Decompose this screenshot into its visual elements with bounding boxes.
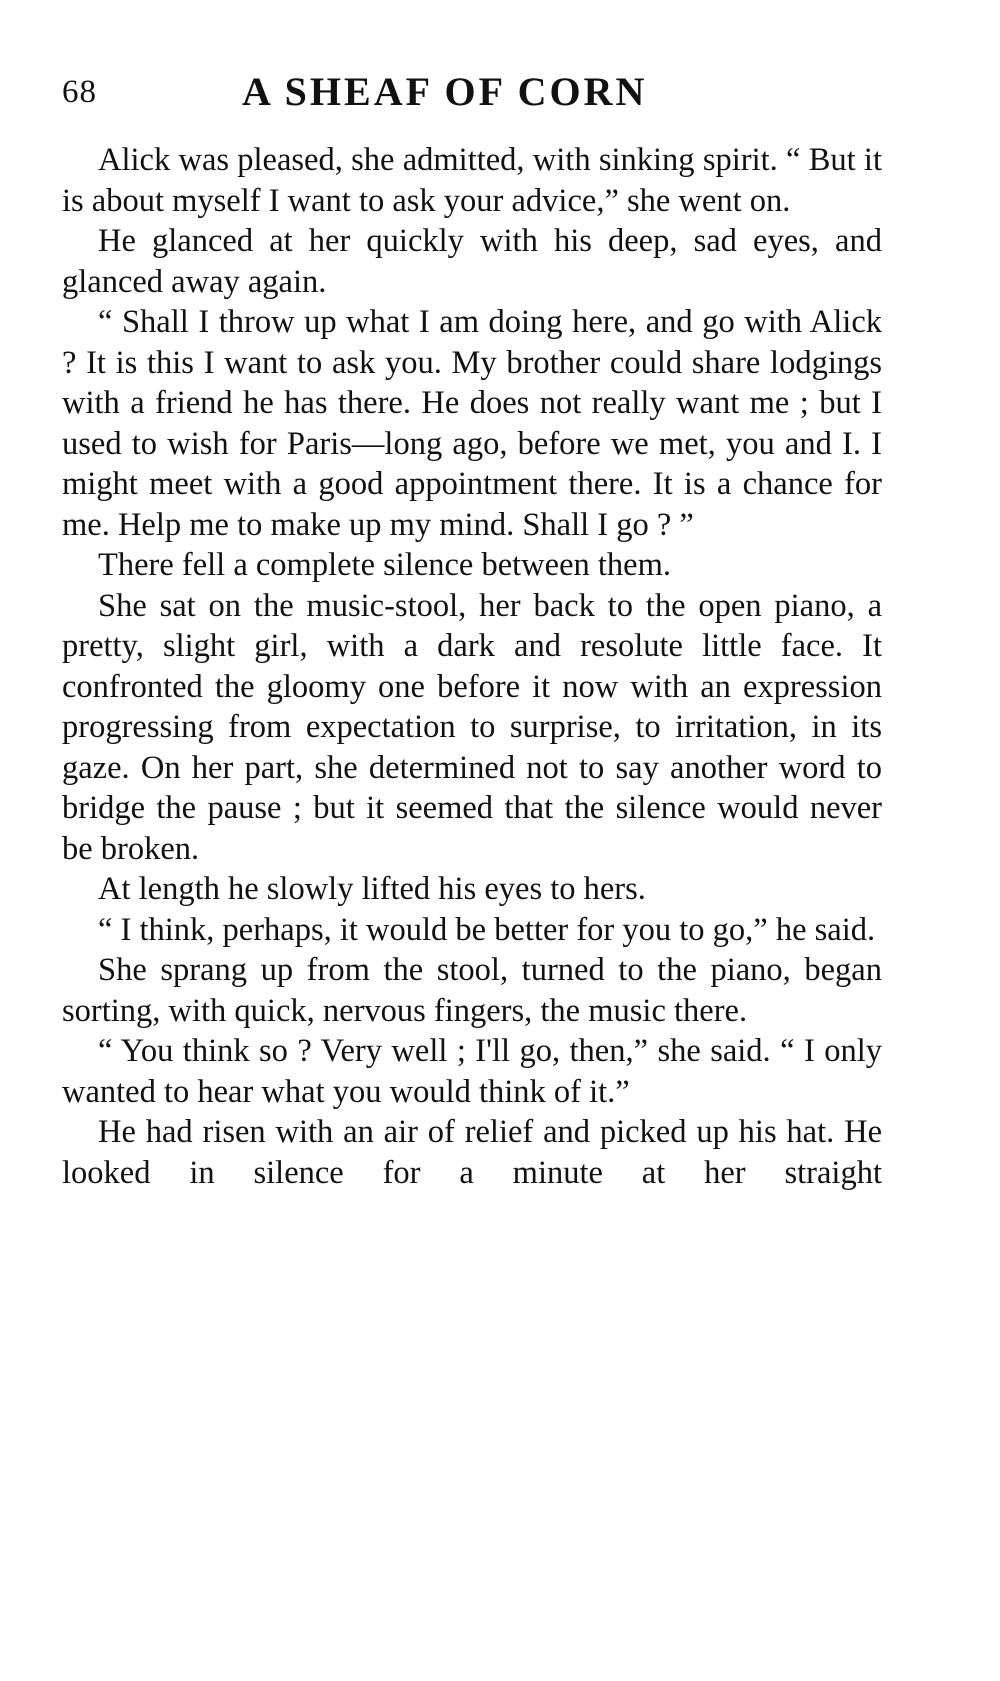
body-text — [62, 140, 882, 1193]
page-number: 68 — [62, 74, 97, 110]
paragraph: He glanced at her quickly with his deep, sad eyes, and glanced away again. — [62, 223, 882, 300]
paragraph: “ Shall I throw up what I am doing here, and go with Alick ? It is this I want to ask you. My brother could share lodgings with a friend he has there. He does not really want me ; but I used to wish for Paris—long ago, before we met, you and I. I might meet with a good appointment there. It is a chance for me. Help me to make up my mind. Shall I go ? ” — [62, 304, 882, 543]
paragraph: There fell a complete silence between them. — [98, 547, 671, 583]
paragraph: She sprang up from the stool, turned to the piano, began sorting, with quick, nervous fingers, the music there. — [62, 952, 882, 1029]
page-header — [62, 66, 882, 126]
paragraph: She sat on the music-stool, her back to the open piano, a pretty, slight girl, with a dark and resolute little face. It confronted the gloomy one before it now with an expression progressing from expectation to surprise, to irritation, in its gaze. On her part, she determined not to say another word to bridge the pause ; but it seemed that the silence would never be broken. — [62, 587, 882, 867]
paragraph: “ I think, perhaps, it would be better for you to go,” he said. — [98, 911, 876, 948]
paragraph: He had risen with an air of relief and picked up his hat. He looked in silence for a minute at her straight — [62, 1114, 882, 1191]
paragraph: Alick was pleased, she admitted, with sinking spirit. “ But it is about myself I want to ask your advice,” she went on. — [62, 142, 882, 219]
paragraph: At length he slowly lifted his eyes to hers. — [98, 871, 646, 907]
running-title: A SHEAF OF CORN — [242, 69, 648, 114]
book-page — [62, 66, 882, 1193]
paragraph: “ You think so ? Very well ; I'll go, then,” she said. “ I only wanted to hear what you would think of it.” — [62, 1033, 882, 1110]
